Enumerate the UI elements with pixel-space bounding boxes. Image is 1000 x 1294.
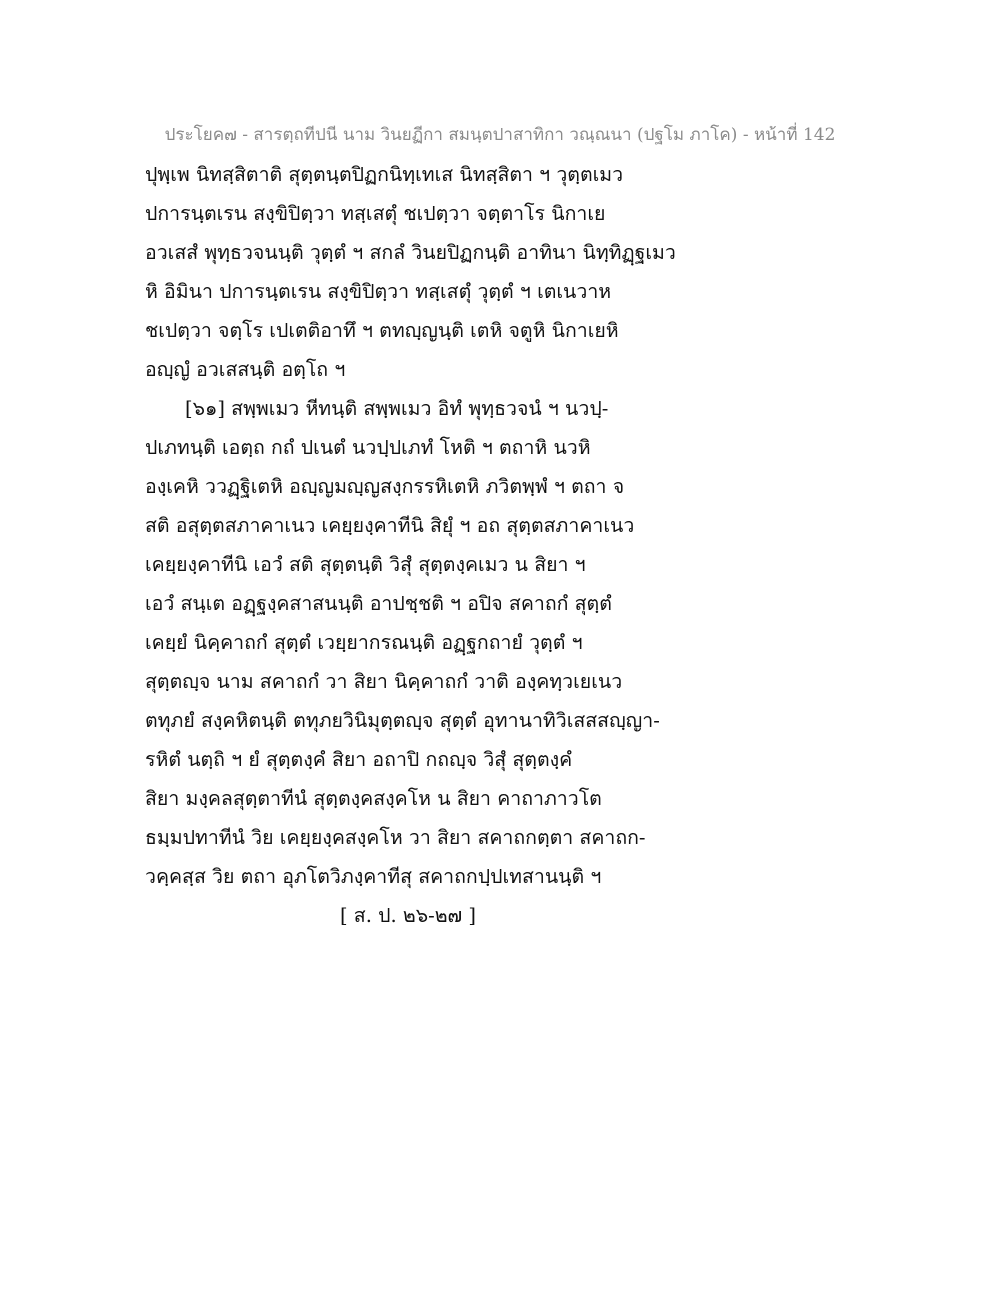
text-line: อญฺญํ อวเสสนฺติ อตฺโถ ฯ <box>145 358 346 381</box>
text-line: ธมฺมปทาทีนํ วิย เคยฺยงฺคสงฺคโห วา สิยา สคาถกตฺตา สคาถก- <box>145 826 646 849</box>
text-line: เอวํ สนฺเต อฏฺฐงฺคสาสนนฺติ อาปชฺชติ ฯ อปิจ สคาถกํ สุตฺตํ <box>145 592 612 615</box>
text-line: ปเภทนฺติ เอตฺถ กถํ ปเนตํ นวปฺปเภทํ โหติ ฯ ตถาหิ นวหิ <box>145 436 591 459</box>
text-line: เคยฺยงฺคาทีนิ เอวํ สติ สุตฺตนฺติ วิสุํ สุตฺตงฺคเมว น สิยา ฯ <box>145 553 586 576</box>
text-line: เคยฺยํ นิคฺคาถกํ สุตฺตํ เวยฺยากรณนฺติ อฏฺฐกถายํ วุตฺตํ ฯ <box>145 631 583 654</box>
text-line: ตทุภยํ สงฺคหิตนฺติ ตทุภยวินิมุตฺตญฺจ สุตฺตํ อุทานาทิวิเสสสญฺญา- <box>145 709 660 732</box>
text-line: วคฺคสฺส วิย ตถา อุภโตวิภงฺคาทีสุ สคาถกปฺปเทสานนฺติ ฯ <box>145 865 602 888</box>
text-line: ปการนฺตเรน สงฺขิปิตฺวา ทสฺเสตุํ ชเปตฺวา จตฺตาโร นิกาเย <box>145 202 606 225</box>
text-line: รหิตํ นตฺถิ ฯ ยํ สุตฺตงฺคํ สิยา อถาปิ กถญฺจ วิสุํ สุตฺตงฺคํ <box>145 748 573 771</box>
text-line: หิ อิมินา ปการนฺตเรน สงฺขิปิตฺวา ทสฺเสตุํ วุตฺตํ ฯ เตเนวาห <box>145 280 612 303</box>
text-line: องฺเคหิ ววฏฺฐิเตหิ อญฺญมญฺญสงฺกรรหิเตหิ ภวิตพฺพํ ฯ ตถา จ <box>145 475 625 498</box>
text-line: สติ อสุตฺตสภาคาเนว เคยฺยงฺคาทีนิ สิยุํ ฯ อถ สุตฺตสภาคาเนว <box>145 514 635 537</box>
text-line: อวเสสํ พุทฺธวจนนฺติ วุตฺตํ ฯ สกลํ วินยปิฏกนฺติ อาทินา นิทฺทิฏฺฐเมว <box>145 241 676 264</box>
text-line: ปุพฺเพ นิทสฺสิตาติ สุตฺตนฺตปิฏกนิทฺเทเส นิทสฺสิตา ฯ วุตฺตเมว <box>145 163 624 186</box>
paragraph-start-line: [๖๑] สพฺพเมว หีทนฺติ สพฺพเมว อิทํ พุทฺธวจนํ ฯ นวปฺ- <box>185 397 609 420</box>
text-line: สิยา มงฺคลสุตฺตาทีนํ สุตฺตงฺคสงฺคโห น สิยา คาถาภาวโต <box>145 787 602 810</box>
body-text <box>145 157 745 937</box>
text-line: สุตฺตญฺจ นาม สคาถกํ วา สิยา นิคฺคาถกํ วาติ องฺคทฺวเยเนว <box>145 670 623 693</box>
running-header: ประโยค๗ - สารตฺถทีปนี นาม วินยฏีกา สมนฺตปาสาทิกา วณฺณนา (ปฐโม ภาโค) - หน้าที่ 142 <box>164 125 836 145</box>
source-reference: [ ส. ป. ๒๖-๒๗ ] <box>340 904 477 927</box>
text-line: ชเปตฺวา จตฺโร เปเตติอาทึ ฯ ตทญฺญนฺติ เตหิ จตูหิ นิกาเยหิ <box>145 319 619 342</box>
